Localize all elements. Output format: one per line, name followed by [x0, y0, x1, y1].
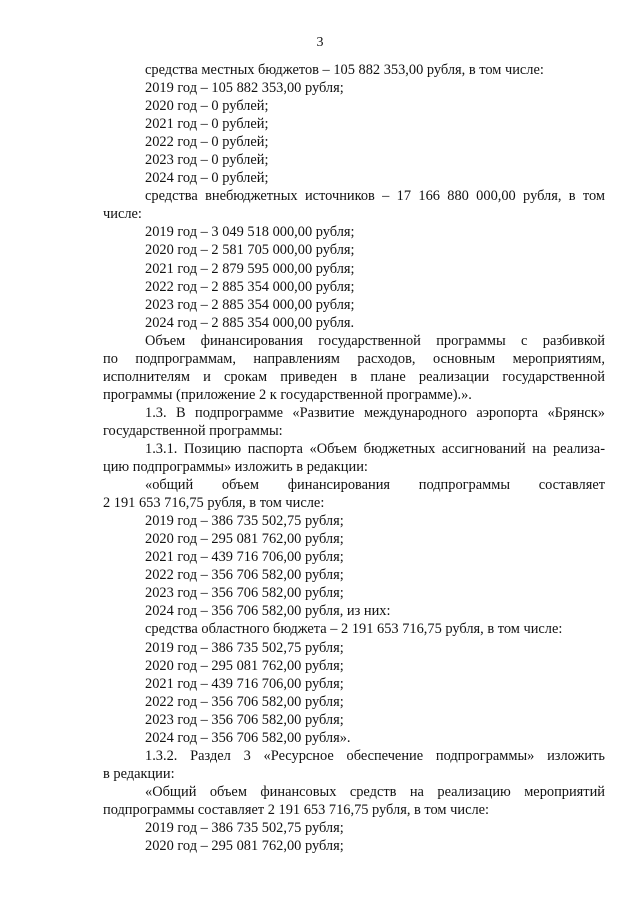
- text-line: государственной программы:: [103, 422, 283, 439]
- text-line: 2019 год – 105 882 353,00 рубля;: [145, 80, 344, 97]
- text-line: 2019 год – 3 049 518 000,00 рубля;: [145, 224, 355, 241]
- text-line: 2021 год – 439 716 706,00 рубля;: [145, 675, 344, 692]
- text-line: 2020 год – 295 081 762,00 рубля;: [145, 531, 344, 548]
- text-line: 1.3.2. Раздел 3 «Ресурсное обеспечение подпрограммы» изложить: [145, 747, 605, 764]
- text-line: 2024 год – 0 рублей;: [145, 170, 269, 187]
- text-line: программы (приложение 2 к государственной программе).».: [103, 386, 472, 403]
- text-line: 2019 год – 386 735 502,75 рубля;: [145, 639, 344, 656]
- text-line: 1.3.1. Позицию паспорта «Объем бюджетных ассигнований на реализа-: [145, 440, 605, 457]
- text-line: 2020 год – 295 081 762,00 рубля;: [145, 657, 344, 674]
- text-line: 2023 год – 356 706 582,00 рубля;: [145, 585, 344, 602]
- text-line: средства внебюджетных источников – 17 166 880 000,00 рубля, в том: [145, 188, 605, 205]
- text-line: 2019 год – 386 735 502,75 рубля;: [145, 513, 344, 530]
- text-line: 2021 год – 0 рублей;: [145, 116, 269, 133]
- text-line: цию подпрограммы» изложить в редакции:: [103, 459, 368, 476]
- text-line: 2019 год – 386 735 502,75 рубля;: [145, 819, 344, 836]
- text-line: 2020 год – 2 581 705 000,00 рубля;: [145, 242, 355, 259]
- text-line: 2022 год – 0 рублей;: [145, 134, 269, 151]
- text-line: исполнителям и срокам приведен в плане реализации государственной: [103, 368, 605, 385]
- text-line: средства областного бюджета – 2 191 653 716,75 рубля, в том числе:: [145, 621, 563, 638]
- text-line: 2022 год – 356 706 582,00 рубля;: [145, 693, 344, 710]
- text-line: 2023 год – 356 706 582,00 рубля;: [145, 711, 344, 728]
- text-line: по подпрограммам, направлениям расходов, основным мероприятиям,: [103, 350, 605, 367]
- text-line: 2024 год – 2 885 354 000,00 рубля.: [145, 314, 355, 331]
- page-number: 3: [316, 35, 324, 50]
- text-line: 2024 год – 356 706 582,00 рубля, из них:: [145, 603, 391, 620]
- text-line: числе:: [103, 206, 142, 223]
- text-line: в редакции:: [103, 765, 175, 782]
- text-line: 2021 год – 439 716 706,00 рубля;: [145, 549, 344, 566]
- text-line: 2023 год – 0 рублей;: [145, 152, 269, 169]
- text-line: 2020 год – 0 рублей;: [145, 98, 269, 115]
- text-line: подпрограммы составляет 2 191 653 716,75 рубля, в том числе:: [103, 801, 490, 818]
- text-line: Объем финансирования государственной программы с разбивкой: [145, 332, 605, 349]
- text-line: 2023 год – 2 885 354 000,00 рубля;: [145, 296, 355, 313]
- text-line: средства местных бюджетов – 105 882 353,00 рубля, в том числе:: [145, 62, 544, 78]
- text-line: 1.3. В подпрограмме «Развитие международного аэропорта «Брянск»: [145, 404, 605, 421]
- text-line: «общий объем финансирования подпрограммы составляет: [145, 477, 605, 494]
- text-line: 2020 год – 295 081 762,00 рубля;: [145, 838, 344, 855]
- text-line: 2021 год – 2 879 595 000,00 рубля;: [145, 260, 355, 277]
- document-body: [103, 61, 605, 855]
- text-line: 2022 год – 2 885 354 000,00 рубля;: [145, 278, 355, 295]
- text-line: 2024 год – 356 706 582,00 рубля».: [145, 729, 351, 746]
- text-line: 2 191 653 716,75 рубля, в том числе:: [103, 495, 325, 512]
- text-line: «Общий объем финансовых средств на реализацию мероприятий: [145, 783, 605, 800]
- text-line: 2022 год – 356 706 582,00 рубля;: [145, 567, 344, 584]
